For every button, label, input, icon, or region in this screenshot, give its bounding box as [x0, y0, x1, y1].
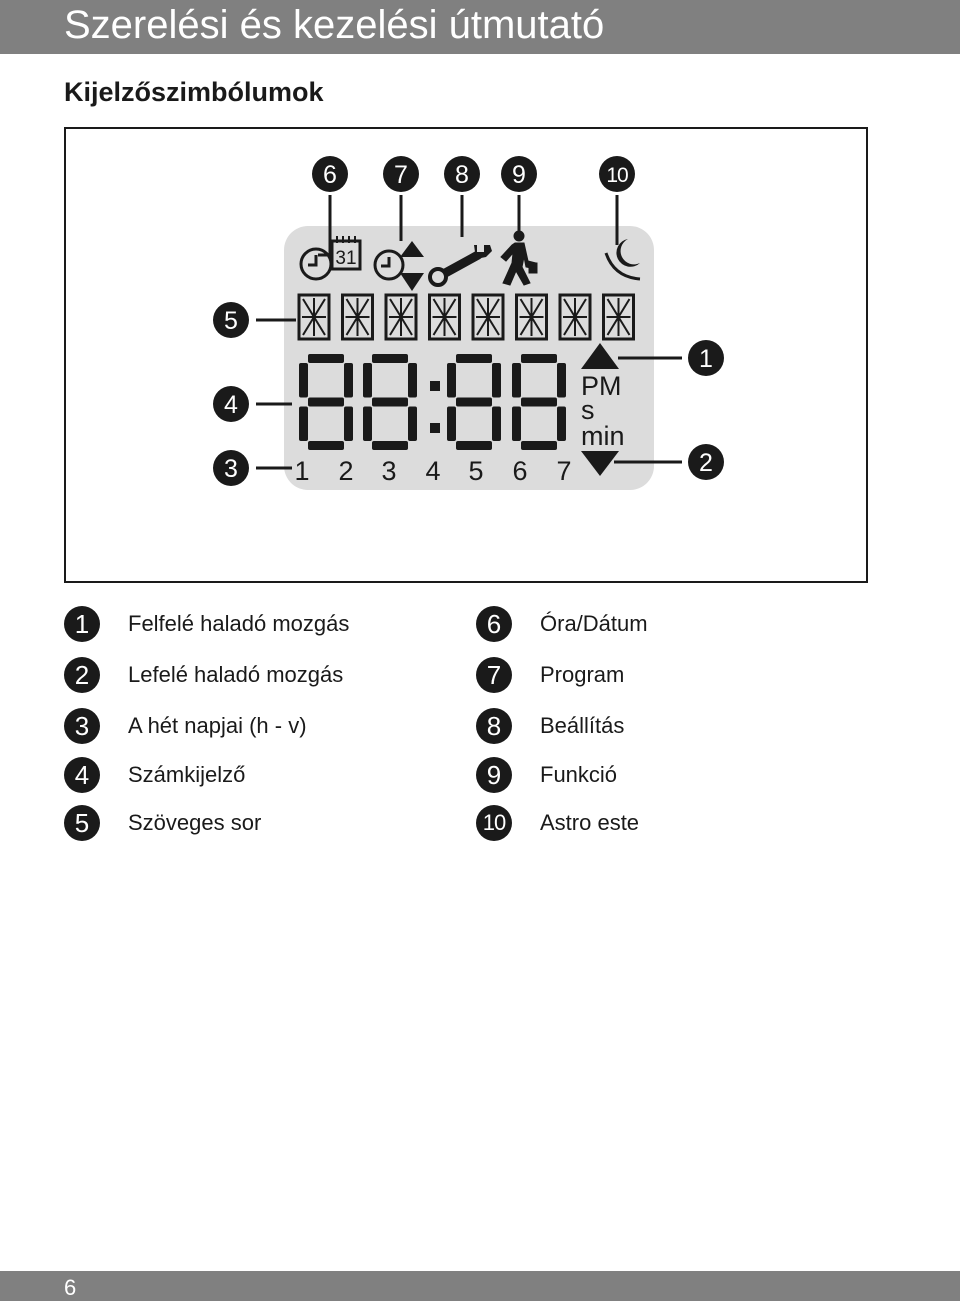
- svg-text:7: 7: [394, 161, 408, 189]
- text-segment-cell: [560, 295, 590, 339]
- legend-number: 8: [476, 708, 512, 744]
- callout-5: [213, 302, 249, 338]
- svg-text:10: 10: [606, 164, 628, 187]
- page-title: Szerelési és kezelési útmutató: [64, 3, 605, 47]
- callout-2: [688, 444, 724, 480]
- text-segment-cell: [517, 295, 547, 339]
- legend-label: Program: [540, 662, 625, 687]
- weekday-6: 6: [512, 456, 528, 486]
- svg-text:1: 1: [699, 345, 713, 373]
- weekday-5: 5: [468, 456, 484, 486]
- svg-text:5: 5: [224, 307, 238, 335]
- legend-item-3: [64, 706, 307, 746]
- svg-text:9: 9: [512, 161, 526, 189]
- legend-item-2: [64, 655, 343, 695]
- weekday-3: 3: [381, 456, 397, 486]
- legend-label: A hét napjai (h - v): [128, 713, 307, 738]
- unit-min: min: [581, 421, 625, 451]
- weekday-7: 7: [556, 456, 572, 486]
- legend-label: Szöveges sor: [128, 810, 262, 835]
- text-segment-cell: [430, 295, 460, 339]
- legend-item-10: [476, 803, 639, 843]
- legend-number: 7: [476, 657, 512, 693]
- svg-text:6: 6: [323, 161, 337, 189]
- text-segment-cell: [473, 295, 503, 339]
- colon-dot-bottom: [430, 423, 440, 433]
- text-segment-cell: [299, 295, 329, 339]
- page-number: 6: [64, 1275, 77, 1300]
- colon-dot-top: [430, 381, 440, 391]
- footer-bar: [0, 1271, 960, 1301]
- legend-item-5: [64, 803, 261, 843]
- legend-item-1: [64, 604, 349, 644]
- legend-label: Lefelé haladó mozgás: [128, 662, 344, 687]
- legend-label: Felfelé haladó mozgás: [128, 611, 350, 636]
- svg-text:3: 3: [224, 455, 238, 483]
- legend-item-4: [64, 755, 245, 795]
- legend-label: Számkijelző: [128, 762, 246, 787]
- legend-number: 2: [64, 657, 100, 693]
- weekday-1: 1: [294, 456, 310, 486]
- callout-9: [501, 156, 537, 192]
- svg-text:2: 2: [699, 449, 713, 477]
- legend-number: 3: [64, 708, 100, 744]
- legend-label: Beállítás: [540, 713, 625, 738]
- callout-1: [688, 340, 724, 376]
- svg-text:4: 4: [224, 391, 238, 419]
- text-segment-cell: [604, 295, 634, 339]
- legend-label: Astro este: [540, 810, 640, 835]
- unit-pm: PM: [581, 371, 622, 401]
- callout-7: [383, 156, 419, 192]
- legend-number: 9: [476, 757, 512, 793]
- text-segment-cell: [343, 295, 373, 339]
- callout-4: [213, 386, 249, 422]
- weekday-2: 2: [338, 456, 354, 486]
- callout-10: [599, 156, 635, 192]
- legend-label: Óra/Dátum: [540, 611, 648, 636]
- unit-s: s: [581, 395, 595, 425]
- legend-number: 5: [64, 805, 100, 841]
- calendar-day: 31: [335, 248, 357, 269]
- weekday-4: 4: [425, 456, 441, 486]
- section-title: Kijelzőszimbólumok: [64, 77, 324, 107]
- legend-number: 1: [64, 606, 100, 642]
- legend-item-9: [476, 755, 617, 795]
- legend-number: 6: [476, 606, 512, 642]
- legend-number: 4: [64, 757, 100, 793]
- legend-number: 10: [476, 805, 512, 841]
- legend-item-8: [476, 706, 624, 746]
- text-segment-cell: [386, 295, 416, 339]
- display-diagram: [64, 127, 868, 583]
- lcd-display-illustration: [66, 129, 866, 581]
- legend-item-7: [476, 655, 624, 695]
- callout-6: [312, 156, 348, 192]
- callout-3: [213, 450, 249, 486]
- svg-text:8: 8: [455, 161, 469, 189]
- callout-8: [444, 156, 480, 192]
- header-bar: [0, 0, 960, 54]
- calendar-icon: [332, 236, 360, 269]
- legend-label: Funkció: [540, 762, 618, 787]
- legend-item-6: [476, 604, 648, 644]
